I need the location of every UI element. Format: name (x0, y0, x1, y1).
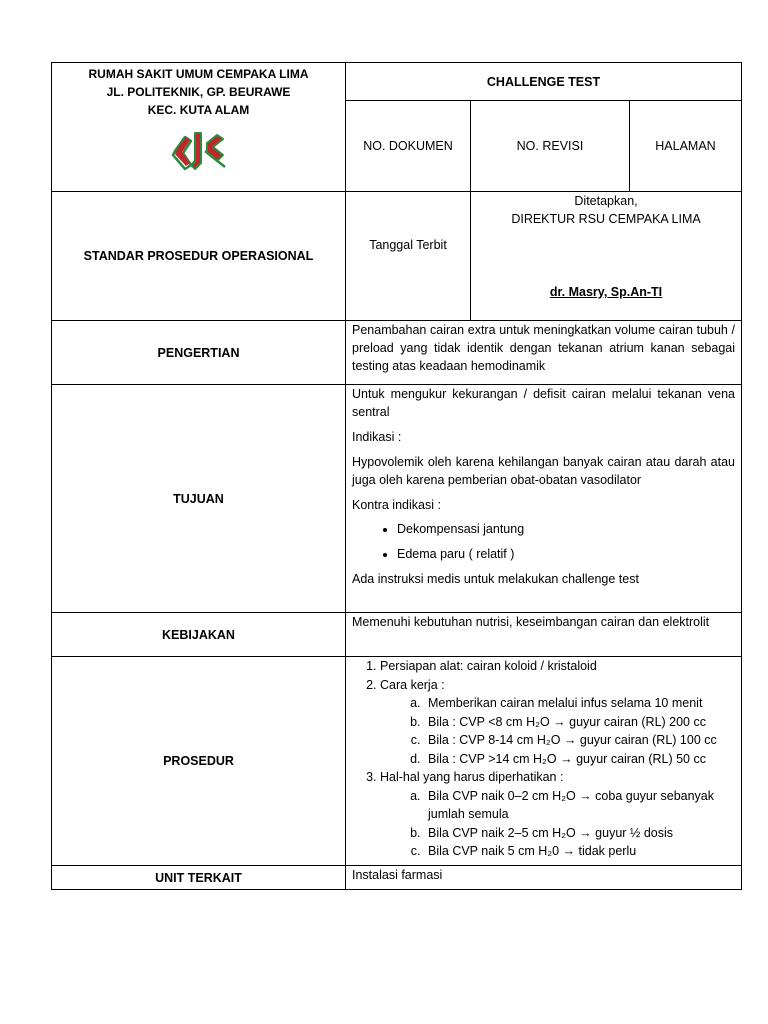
hospital-address: JL. POLITEKNIK, GP. BEURAWE (106, 85, 291, 99)
signature-block (471, 192, 742, 321)
hospital-header (52, 63, 346, 192)
step-1: 1. Persiapan alat: cairan koloid / kristaloid (380, 657, 735, 676)
signatory-name: dr. Masry, Sp.An-TI (549, 285, 663, 299)
list-item: c. Bila CVP naik 5 cm H₂0 → tidak perlu (424, 842, 735, 861)
step-2 (380, 676, 735, 769)
tujuan-content (346, 385, 742, 613)
sop-label: STANDAR PROSEDUR OPERASIONAL (52, 192, 346, 321)
kontra-label: Kontra indikasi : (352, 498, 441, 512)
tujuan-label: TUJUAN (52, 385, 346, 613)
prosedur-content (346, 657, 742, 866)
indikasi-label: Indikasi : (352, 430, 402, 444)
step-2-title: Cara kerja : (380, 677, 445, 692)
page-label: HALAMAN (630, 101, 742, 192)
established-text: Ditetapkan, (574, 194, 638, 208)
list-item: a. Memberikan cairan melalui infus selama 10 menit (424, 694, 735, 713)
list-item: • Edema paru ( relatif ) (397, 545, 735, 563)
kontra-list (352, 520, 735, 563)
tujuan-closing: Ada instruksi medis untuk melakukan challenge test (352, 572, 639, 586)
director-title: DIREKTUR RSU CEMPAKA LIMA (511, 212, 701, 226)
list-item: • Dekompensasi jantung (397, 520, 735, 538)
prosedur-label: PROSEDUR (52, 657, 346, 866)
step-3-title: Hal-hal yang harus diperhatikan : (380, 770, 564, 784)
sop-table (51, 62, 742, 890)
prosedur-steps (352, 657, 735, 861)
tujuan-text: Untuk mengukur kekurangan / defisit cairan melalui tekanan vena sentral (352, 387, 736, 419)
revision-label: NO. REVISI (471, 101, 630, 192)
issue-date-label: Tanggal Terbit (346, 192, 471, 321)
step-3 (380, 768, 735, 861)
list-item: b. Bila CVP naik 2–5 cm H₂O → guyur ½ dosis (424, 824, 735, 843)
hospital-district: KEC. KUTA ALAM (147, 103, 250, 117)
kebijakan-text: Memenuhi kebutuhan nutrisi, keseimbangan cairan dan elektrolit (346, 613, 742, 657)
unit-terkait-text: Instalasi farmasi (346, 866, 742, 890)
step-3-list (380, 787, 735, 861)
list-item: d. Bila : CVP >14 cm H₂O → guyur cairan (RL) 50 cc (424, 750, 735, 769)
list-item: b. Bila : CVP <8 cm H₂O → guyur cairan (RL) 200 cc (424, 713, 735, 732)
list-item: c. Bila : CVP 8-14 cm H₂O → guyur cairan (RL) 100 cc (424, 731, 735, 750)
hospital-logo-icon (161, 125, 237, 173)
doc-number-label: NO. DOKUMEN (346, 101, 471, 192)
hospital-name: RUMAH SAKIT UMUM CEMPAKA LIMA (88, 67, 309, 81)
document-title: CHALLENGE TEST (346, 63, 742, 101)
kebijakan-label: KEBIJAKAN (52, 613, 346, 657)
unit-terkait-label: UNIT TERKAIT (52, 866, 346, 890)
pengertian-text: Penambahan cairan extra untuk meningkatkan volume cairan tubuh / preload yang tidak identik dengan tekanan atrium kanan sebagai testing atas keadaan hemodinamik (346, 321, 742, 385)
indikasi-text: Hypovolemik oleh karena kehilangan banyak cairan atau darah atau juga oleh karena pemberian obat-obatan vasodilator (352, 455, 736, 487)
list-item: a. Bila CVP naik 0–2 cm H₂O → coba guyur sebanyak jumlah semula (424, 787, 735, 824)
step-2-list (380, 694, 735, 768)
pengertian-label: PENGERTIAN (52, 321, 346, 385)
